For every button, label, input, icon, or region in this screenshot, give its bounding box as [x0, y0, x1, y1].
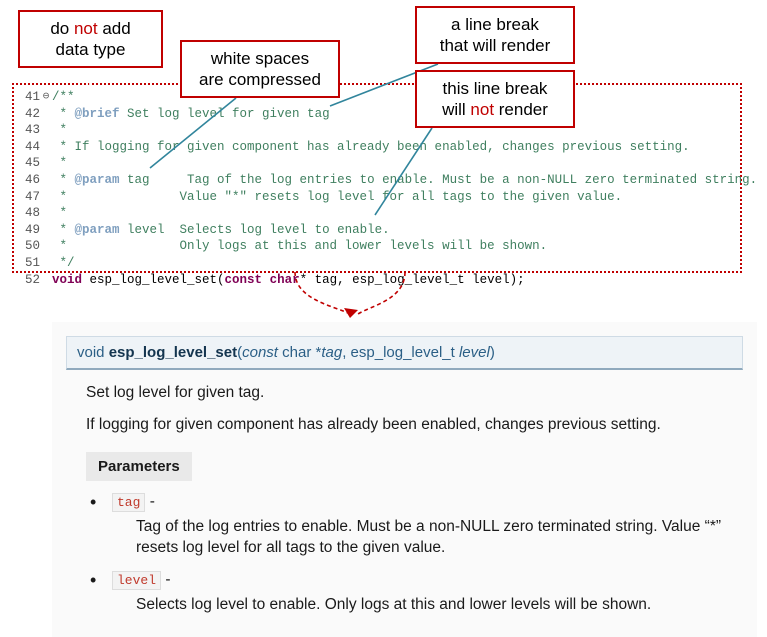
code-line-number: 47 [24, 189, 40, 204]
code-line-text: /** [52, 90, 75, 104]
code-line-text: * Only logs at this and lower levels will be shown. [52, 239, 548, 254]
signature-comma: , [342, 344, 351, 361]
code-line-text: * @param level Selects log level to enable. [52, 222, 390, 237]
code-line-number: 43 [24, 123, 40, 138]
code-line-number: 46 [24, 172, 40, 187]
callout-linebreak-render-line1: a line break [451, 14, 539, 34]
callout-whitespace-line2: are compressed [199, 70, 321, 89]
callout-linebreak-render-line2: that will render [439, 36, 551, 55]
callout-datatype-line1: do not add [50, 18, 131, 38]
doc-function-signature [66, 336, 743, 370]
code-line-text: * Value "*" resets log level for all tags to the given value. [52, 189, 623, 204]
callout-line-break-renders [415, 6, 575, 64]
bullet-icon: • [90, 492, 97, 512]
doc-parameter-dash: - [161, 570, 171, 588]
callout-datatype-line2: data type [55, 40, 126, 59]
signature-close-paren: ) [489, 344, 495, 361]
code-fold-toggle-icon[interactable]: ⊖ [42, 91, 50, 103]
doc-parameter-item [90, 569, 757, 616]
callout-whitespace-line1: white spaces [210, 48, 310, 68]
code-line-text: * @brief Set log level for given tag [52, 106, 330, 121]
code-line-text: * [52, 156, 68, 171]
code-line-text: * [52, 123, 68, 138]
doc-parameter-description: Tag of the log entries to enable. Must be a non-NULL zero terminated string. Value “*” resets log level for all tags to the given value. [136, 518, 722, 556]
code-line-text: * If logging for given component has already been enabled, changes previous setting. [52, 139, 690, 154]
signature-char-keyword: char * [277, 344, 322, 361]
doc-parameter-name: level [112, 571, 161, 590]
code-line-text: */ [52, 255, 75, 270]
callout-linebreak-norender-line1: this line break [442, 78, 548, 98]
code-line-text: void esp_log_level_set(const char* tag, esp_log_level_t level); [52, 272, 525, 287]
doc-parameter-dash: - [145, 493, 155, 510]
code-line-number: 49 [24, 222, 40, 237]
callout-linebreak-norender-line2: will not render [442, 100, 548, 119]
doc-parameters-header: Parameters [86, 452, 192, 481]
code-line-number: 45 [24, 156, 40, 171]
signature-return-type: void [77, 344, 105, 361]
doc-description: If logging for given component has already been enabled, changes previous setting. [86, 416, 661, 433]
signature-param-level: level [458, 344, 490, 361]
doc-parameter-description: Selects log level to enable. Only logs at this and lower levels will be shown. [136, 595, 652, 613]
code-line-number: 41 [24, 90, 40, 104]
bullet-icon: • [90, 569, 97, 590]
signature-const-keyword: const [242, 344, 278, 361]
doc-parameters-list [52, 493, 757, 616]
callout-white-spaces-compressed [180, 40, 340, 98]
code-line-text: * @param tag Tag of the log entries to enable. Must be a non-NULL zero terminated string. [52, 172, 758, 187]
code-line-number: 44 [24, 139, 40, 154]
callout-line-break-not-rendered [415, 70, 575, 128]
doc-parameter-name: tag [112, 493, 145, 512]
code-line-number: 51 [24, 255, 40, 270]
code-line-number: 50 [24, 239, 40, 254]
doc-brief: Set log level for given tag. [86, 384, 265, 401]
code-line-number: 52 [24, 272, 40, 287]
signature-open-paren: ( [237, 344, 243, 361]
code-line-number: 42 [24, 106, 40, 121]
signature-param-tag: tag [321, 344, 343, 361]
callout-do-not-add-data-type [18, 10, 163, 68]
code-line-number: 48 [24, 206, 40, 221]
signature-function-name[interactable]: esp_log_level_set [108, 344, 238, 361]
doc-parameter-item [90, 492, 757, 559]
code-line-text: * [52, 206, 68, 221]
rendered-doc-panel [52, 322, 757, 637]
signature-type-level: esp_log_level_t [350, 344, 459, 361]
